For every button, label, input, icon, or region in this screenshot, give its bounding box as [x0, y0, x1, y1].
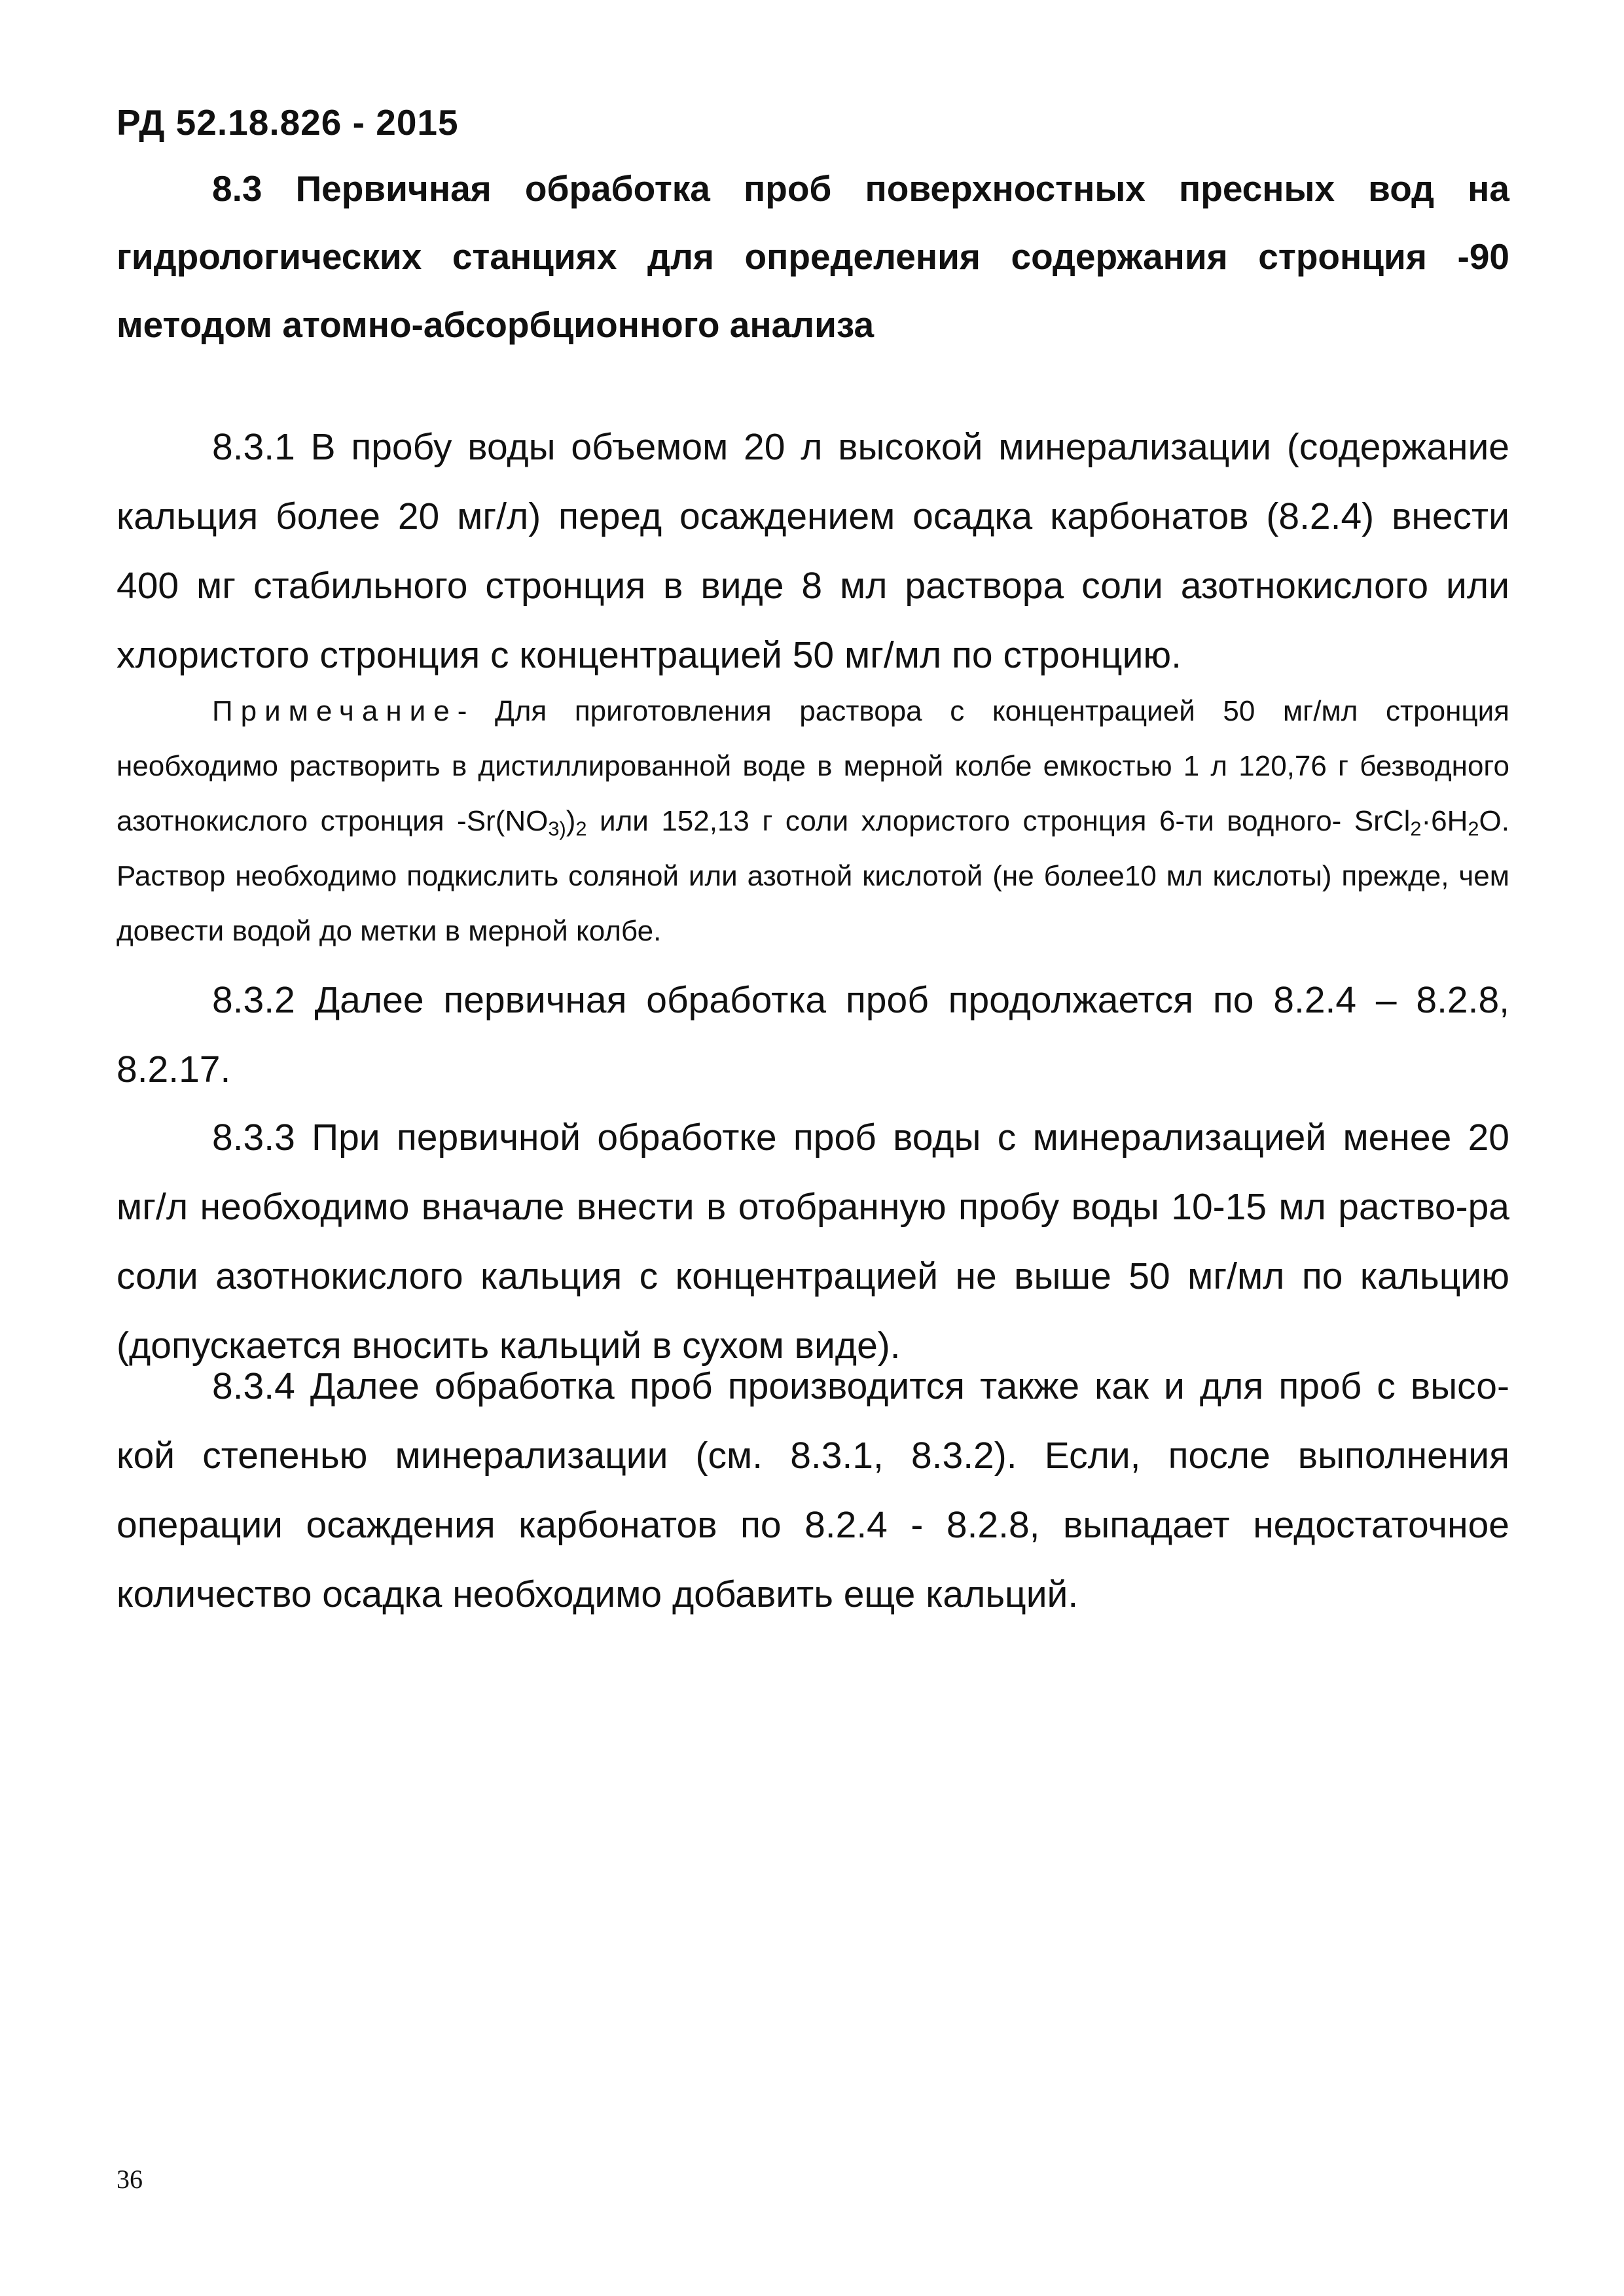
section-title: 8.3 Первичная обработка проб поверхностных пресных вод на гидрологических станциях для определения содержания стронция -90 методом атомно-абсорбционного анализа [117, 168, 1509, 345]
note-text-part: или 152,13 г соли хлористого стронция 6-ти водного- SrCl [586, 805, 1411, 837]
paragraph-8-3-1: 8.3.1 В пробу воды объемом 20 л высокой минерализации (содержание кальция более 20 мг/л) перед осаждением осадка карбонатов (8.2.4) внести 400 мг стабильного стронция в виде 8 мл раствора соли азотнокислого или хлористого стронция с концентрацией 50 мг/мл по стронцию. [117, 426, 1509, 676]
note-subscript: 2 [1468, 817, 1479, 840]
paragraph-8-3-3: 8.3.3 При первичной обработке проб воды с минерализацией менее 20 мг/л необходимо вначале внести в отобранную пробу воды 10-15 мл раство-ра соли азотнокислого кальция с концентрацией не выше 50 мг/мл по кальцию (допускается вносить кальций в сухом виде). [117, 1117, 1509, 1367]
note-text-part: ) [566, 805, 576, 837]
page-number: 36 [117, 2164, 143, 2194]
note-subscript: 3) [548, 817, 566, 840]
note-text-part: O. Раствор необходимо подкислить соляной или азотной кислотой (не более10 мл кислоты) прежде, чем довести водой до метки в мерной колбе. [117, 805, 1509, 947]
paragraph-8-3-4: 8.3.4 Далее обработка проб производится также как и для проб с высо-кой степенью минерализации (см. 8.3.1, 8.3.2). Если, после выполнения операции осаждения карбонатов по 8.2.4 - 8.2.8, выпадает недостаточное количество осадка необходимо добавить еще кальций. [117, 1365, 1509, 1615]
note-text-part: ·6H [1421, 805, 1468, 837]
paragraph-8-3-2: 8.3.2 Далее первичная обработка проб продолжается по 8.2.4 – 8.2.8, 8.2.17. [117, 979, 1509, 1090]
document-code: РД 52.18.826 - 2015 [117, 102, 459, 143]
note-text-part: - Для приготовления раствора с концентрацией 50 мг/мл стронция необходимо растворить в дистиллированной воде в мерной колбе емкостью 1 л 120,76 г безводного азотнокислого стронция -Sr(NO [117, 695, 1509, 837]
note-label: Примечание [212, 695, 458, 727]
note-subscript: 2 [575, 817, 587, 840]
note-block [117, 684, 1509, 959]
note-subscript: 2 [1410, 817, 1422, 840]
